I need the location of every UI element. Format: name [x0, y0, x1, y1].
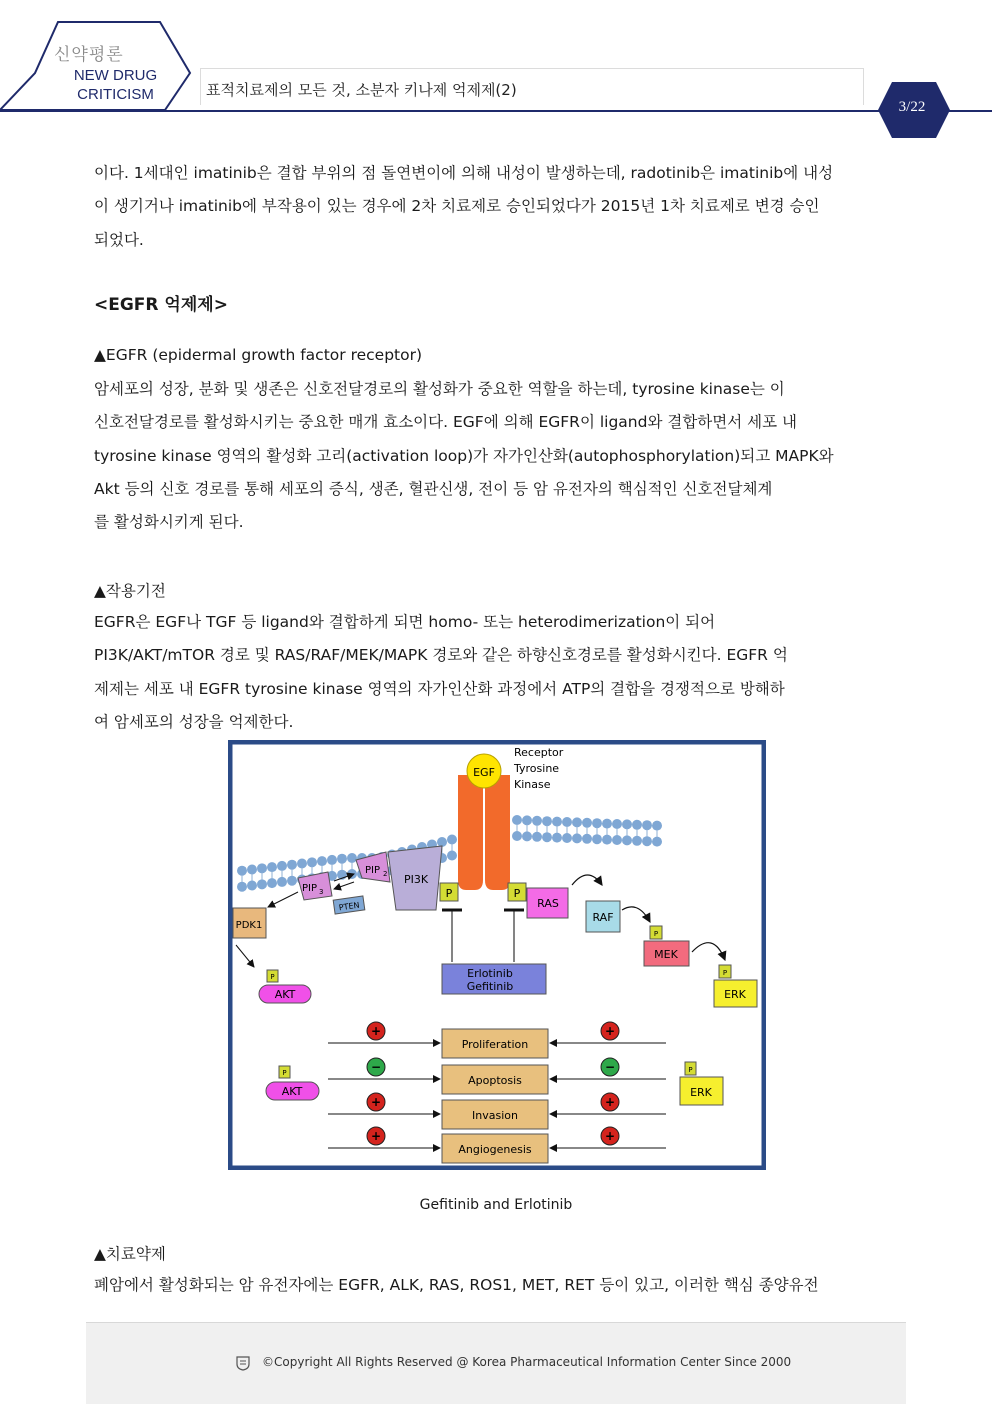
lipid-head [237, 882, 247, 892]
text-line: 암세포의 성장, 분화 및 생존은 신호전달경로의 활성화가 중요한 역할을 하는데, tyrosine kinase는 이 [94, 380, 785, 398]
text-line: 신호전달경로를 활성화시키는 중요한 매개 효소이다. EGF에 의해 EGFR이 ligand와 결합하면서 세포 내 [94, 413, 798, 432]
lipid-head [532, 816, 542, 826]
left-sign-label: + [370, 1095, 382, 1109]
lipid-head [642, 836, 652, 846]
erk-top-label: ERK [724, 988, 746, 1001]
right-sign-label: + [604, 1129, 616, 1143]
outcome-label: Apoptosis [468, 1074, 522, 1087]
right-sign-label: + [604, 1024, 616, 1038]
lipid-head [602, 819, 612, 829]
pi3k-label: PI3K [403, 873, 429, 886]
text-line: 를 활성화시키게 된다. [94, 513, 244, 532]
ras-label: RAS [537, 897, 559, 910]
egfr-pathway-figure [228, 740, 766, 1170]
lipid-head [512, 831, 522, 841]
text-line: 폐암에서 활성화되는 암 유전자에는 EGFR, ALK, RAS, ROS1, MET, RET 등이 있고, 이러한 핵심 종양유전 [94, 1276, 819, 1294]
lipid-head [622, 835, 632, 845]
lipid-head [257, 879, 267, 889]
pten-label: PTEN [338, 900, 361, 913]
lipid-head [337, 854, 347, 864]
mechanism-subtitle: ▲작용기전 [94, 582, 166, 600]
lipid-head [552, 833, 562, 843]
lipid-head [632, 820, 642, 830]
lipid-head [277, 877, 287, 887]
lipid-head [327, 855, 337, 865]
left-sign-label: − [370, 1060, 382, 1074]
egfr-paragraph [94, 373, 897, 539]
text-line: EGFR은 EGF나 TGF 등 ligand와 결합하게 되면 homo- 또는 heterodimerization이 되어 [94, 613, 716, 631]
lipid-head [317, 856, 327, 866]
left-sign-label: + [370, 1024, 382, 1038]
outcome-label: Invasion [472, 1109, 518, 1122]
text-line: 여 암세포의 성장을 억제한다. [94, 712, 294, 731]
right-sign-label: − [604, 1060, 616, 1074]
text-line: 이 생기거나 imatinib에 부작용이 있는 경우에 2차 치료제로 승인되었다가 2015년 1차 치료제로 변경 승인 [94, 197, 820, 216]
lipid-head [652, 837, 662, 847]
lipid-head [572, 817, 582, 827]
receptor-label-1: Receptor [514, 746, 564, 759]
lipid-head [287, 860, 297, 870]
lipid-head [632, 836, 642, 846]
mek-phospho-label: P [653, 930, 659, 938]
section-heading: <EGFR 억제제> [94, 295, 228, 315]
lipid-head [612, 819, 622, 829]
pip2-label: PIP [365, 865, 381, 876]
text-line: tyrosine kinase 영역의 활성화 고리(activation loop)가 자가인산화(autophosphorylation)되고 MAPK와 [94, 446, 834, 465]
inhibitor-gefitinib: Gefitinib [466, 980, 514, 993]
mek-label: MEK [654, 948, 678, 961]
lipid-head [642, 820, 652, 830]
lipid-head [542, 832, 552, 842]
receptor-label-2: Tyrosine [514, 762, 560, 775]
lipid-head [552, 817, 562, 827]
erk-bottom-label: ERK [690, 1086, 712, 1099]
drugs-paragraph [94, 1269, 897, 1302]
lipid-head [237, 866, 247, 876]
figure-caption: Gefitinib and Erlotinib [419, 1197, 573, 1213]
akt-phospho-top-label: P [270, 973, 275, 981]
lipid-head [532, 832, 542, 842]
pip3-subscript: 3 [319, 888, 324, 896]
drugs-subtitle: ▲치료약제 [94, 1245, 166, 1263]
lipid-head [267, 862, 277, 872]
lipid-head [652, 821, 662, 831]
lipid-head [277, 861, 287, 871]
lipid-head [592, 834, 602, 844]
left-sign-label: + [370, 1129, 382, 1143]
akt-phospho-bottom-label: P [282, 1069, 287, 1077]
phospho-left-label: P [445, 887, 453, 900]
pip3-label: PIP [302, 883, 318, 894]
akt-bottom-label: AKT [281, 1085, 303, 1098]
text-line: 제제는 세포 내 EGFR tyrosine kinase 영역의 자가인산화 과정에서 ATP의 결합을 경쟁적으로 방해하 [94, 679, 785, 698]
shield-icon [236, 1355, 250, 1371]
lipid-head [267, 878, 277, 888]
akt-top-label: AKT [274, 988, 296, 1001]
logo-korean: 신약평론 [54, 45, 124, 65]
phospho-right-label: P [513, 887, 521, 900]
lipid-head [622, 819, 632, 829]
erk-phospho-top-label: P [722, 969, 728, 977]
egf-label: EGF [473, 766, 495, 779]
lipid-head [447, 851, 457, 861]
text-line: 이다. 1세대인 imatinib은 결합 부위의 점 돌연변이에 의해 내성이 발생하는데, radotinib은 imatinib에 내성 [94, 164, 834, 182]
lipid-head [562, 817, 572, 827]
lipid-head [347, 853, 357, 863]
raf-label: RAF [592, 911, 614, 924]
inhibitor-erlotinib: Erlotinib [467, 967, 513, 980]
lipid-head [257, 863, 267, 873]
lipid-head [612, 835, 622, 845]
lipid-head [247, 865, 257, 875]
lipid-head [562, 833, 572, 843]
pip2-subscript: 2 [383, 870, 388, 878]
lipid-head [297, 859, 307, 869]
right-sign-label: + [604, 1095, 616, 1109]
footer-copyright: ©Copyright All Rights Reserved @ Korea Pharmaceutical Information Center Since 2000 [262, 1355, 792, 1369]
lipid-head [602, 835, 612, 845]
logo-english-line1: NEW DRUG [73, 67, 158, 84]
lipid-head [347, 869, 357, 879]
text-line: 되었다. [94, 230, 144, 249]
egfr-subtitle: ▲EGFR (epidermal growth factor receptor) [94, 346, 423, 364]
lipid-head [307, 857, 317, 867]
lipid-head [512, 815, 522, 825]
outcome-label: Proliferation [461, 1038, 529, 1051]
pdk1-label: PDK1 [235, 920, 263, 931]
lipid-head [447, 835, 457, 845]
lipid-head [522, 831, 532, 841]
text-line: PI3K/AKT/mTOR 경로 및 RAS/RAF/MEK/MAPK 경로와 같은 하향신호경로를 활성화시킨다. EGFR 억 [94, 646, 788, 665]
lipid-head [542, 816, 552, 826]
lipid-head [592, 818, 602, 828]
intro-paragraph [94, 157, 897, 257]
document-title: 표적치료제의 모든 것, 소분자 키나제 억제제(2) [206, 81, 517, 99]
logo-english-line2: CRITICISM [77, 86, 154, 103]
lipid-head [582, 818, 592, 828]
lipid-head [572, 833, 582, 843]
mechanism-paragraph [94, 606, 897, 739]
lipid-head [247, 881, 257, 891]
receptor-label-3: Kinase [514, 778, 551, 791]
lipid-head [287, 876, 297, 886]
erk-phospho-bottom-label: P [688, 1066, 693, 1074]
text-line: Akt 등의 신호 경로를 통해 세포의 증식, 생존, 혈관신생, 전이 등 암 유전자의 핵심적인 신호전달체계 [94, 479, 773, 498]
lipid-head [582, 834, 592, 844]
outcome-label: Angiogenesis [458, 1143, 532, 1156]
page-number: 3/22 [898, 99, 926, 115]
lipid-head [522, 815, 532, 825]
